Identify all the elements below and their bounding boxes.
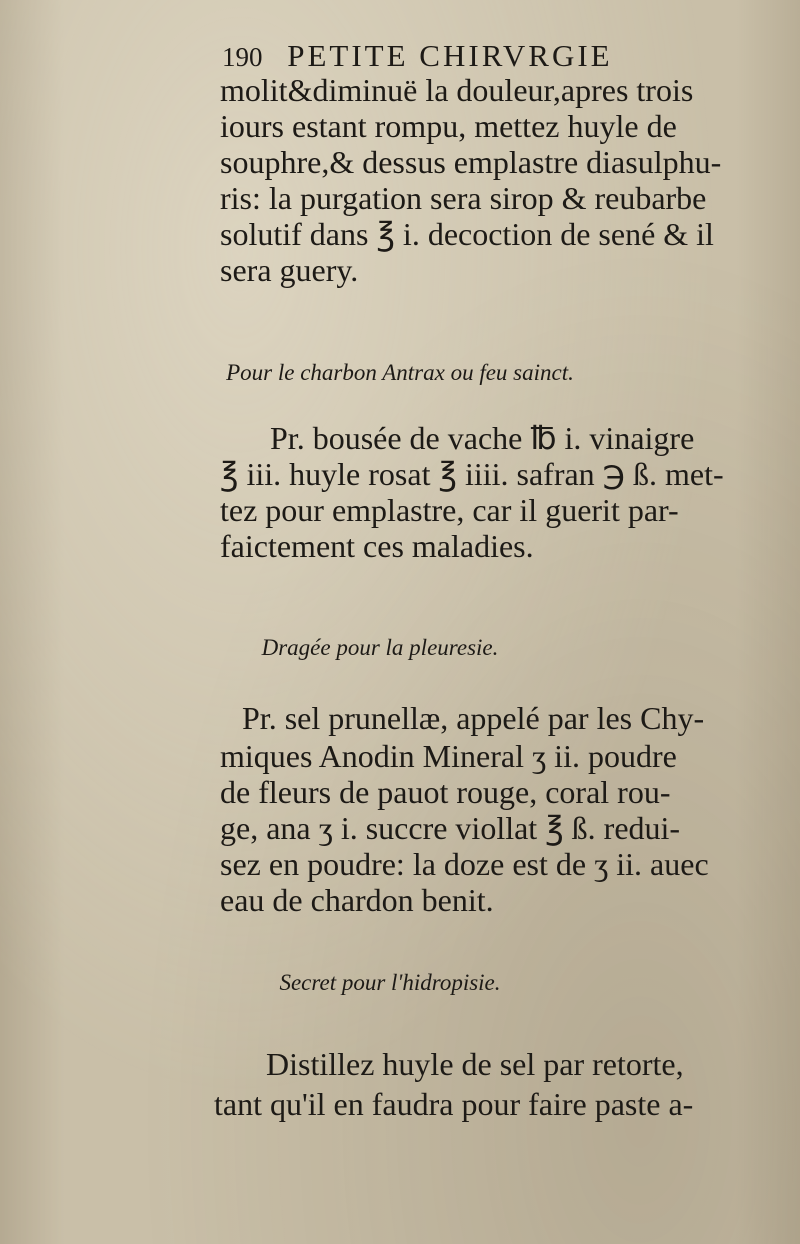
section-heading-hidropisie: Secret pour l'hidropisie. (279, 970, 501, 995)
text-line: miques Anodin Mineral ʒ ii. poudre (220, 738, 677, 774)
text-line: iours estant rompu, mettez huyle de (220, 108, 677, 144)
paragraph-charbon-cont (220, 456, 760, 564)
paragraph-hidropisie (266, 1046, 800, 1082)
paragraph-pleuresie (242, 700, 782, 736)
text-line: de fleurs de pauot rouge, coral rou- (220, 774, 671, 810)
text-line: Pr. sel prunellæ, appelé par les Chy- (242, 700, 705, 736)
paragraph-hidropisie-cont (214, 1086, 754, 1122)
paragraph-continuation (220, 72, 760, 288)
text-line: sez en poudre: la doze est de ʒ ii. auec (220, 846, 709, 882)
text-line: Pr. bousée de vache ℔ i. vinaigre (270, 420, 695, 456)
section-heading-pleuresie: Dragée pour la pleuresie. (261, 635, 499, 660)
text-line: Distillez huyle de sel par retorte, (266, 1046, 684, 1082)
running-header (222, 38, 742, 74)
text-line: ℥ iii. huyle rosat ℥ iiii. safran ℈ ß. met- (220, 456, 724, 492)
text-line: eau de chardon benit. (220, 882, 494, 918)
running-title: PETITE CHIRVRGIE (287, 38, 613, 73)
page-number: 190 (222, 42, 263, 72)
text-line: tant qu'il en faudra pour faire paste a- (214, 1086, 694, 1122)
text-line: ris: la purgation sera sirop & reubarbe (220, 180, 707, 216)
text-line: faictement ces maladies. (220, 528, 534, 564)
text-line: souphre,& dessus emplastre diasulphu- (220, 144, 722, 180)
text-line: molit&diminuë la douleur,apres trois (220, 72, 694, 108)
text-line: solutif dans ℥ i. decoction de sené & il (220, 216, 714, 252)
text-line: tez pour emplastre, car il guerit par- (220, 492, 679, 528)
text-line: sera guery. (220, 252, 359, 288)
paragraph-charbon (270, 420, 800, 456)
paragraph-pleuresie-cont (220, 738, 760, 918)
section-heading-charbon: Pour le charbon Antrax ou feu sainct. (226, 360, 574, 385)
text-line: ge, ana ʒ i. succre viollat ℥ ß. redui- (220, 810, 681, 846)
